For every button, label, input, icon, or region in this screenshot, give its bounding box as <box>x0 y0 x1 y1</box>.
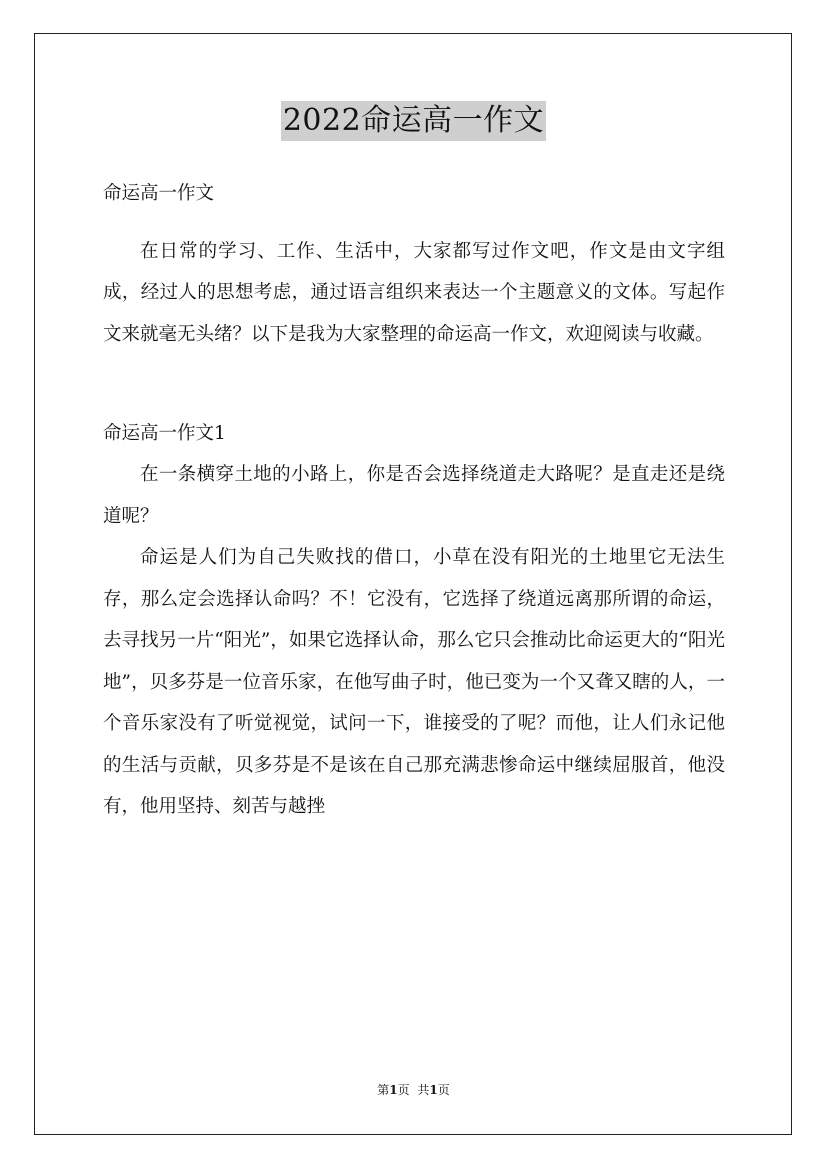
intro-paragraph: 在日常的学习、工作、生活中，大家都写过作文吧，作文是由文字组成，经过人的思想考虑，通过语言组织来表达一个主题意义的文体。写起作文来就毫无头绪？以下是我为大家整理的命运高一作文，欢迎阅读与收藏。 <box>103 240 725 345</box>
section-heading-intro: 命运高一作文 <box>103 183 215 204</box>
title-area <box>0 101 827 141</box>
paragraph-gap <box>103 397 725 413</box>
essay-paragraph-2: 命运是人们为自己失败找的借口，小草在没有阳光的土地里它无法生存，那么定会选择认命吗？不！它没有，它选择了绕道远离那所谓的命运，去寻找另一片“阳光”，如果它选择认命，那么它只会推动比命运更大的“阳光地”，贝多芬是一位音乐家，在他写曲子时，他已变为一个又聋又瞎的人，一个音乐家没有了听觉视觉，试问一下，谁接受的了呢？而他，让人们永记他的生活与贡献，贝多芬是不是该在自己那充满悲惨命运中继续屈服首，他没有，他用坚持、刻苦与越挫 <box>103 547 725 817</box>
paragraph-gap <box>103 215 725 231</box>
page-total-prefix: 共 <box>417 1083 430 1097</box>
document-body <box>103 173 725 828</box>
essay-paragraph-1: 在一条横穿土地的小路上，你是否会选择绕道走大路呢？是直走还是绕道呢？ <box>103 464 725 527</box>
blank-line <box>103 355 725 397</box>
page-number-current: 1 <box>389 1083 398 1097</box>
page-number-suffix: 页 <box>397 1083 410 1097</box>
page-total-suffix: 页 <box>437 1083 450 1097</box>
page-number-prefix: 第 <box>377 1083 390 1097</box>
page-total-count: 1 <box>429 1083 438 1097</box>
section-heading-essay-1: 命运高一作文1 <box>103 422 226 444</box>
page-footer <box>0 1082 827 1098</box>
document-title: 2022命运高一作文 <box>281 101 546 141</box>
